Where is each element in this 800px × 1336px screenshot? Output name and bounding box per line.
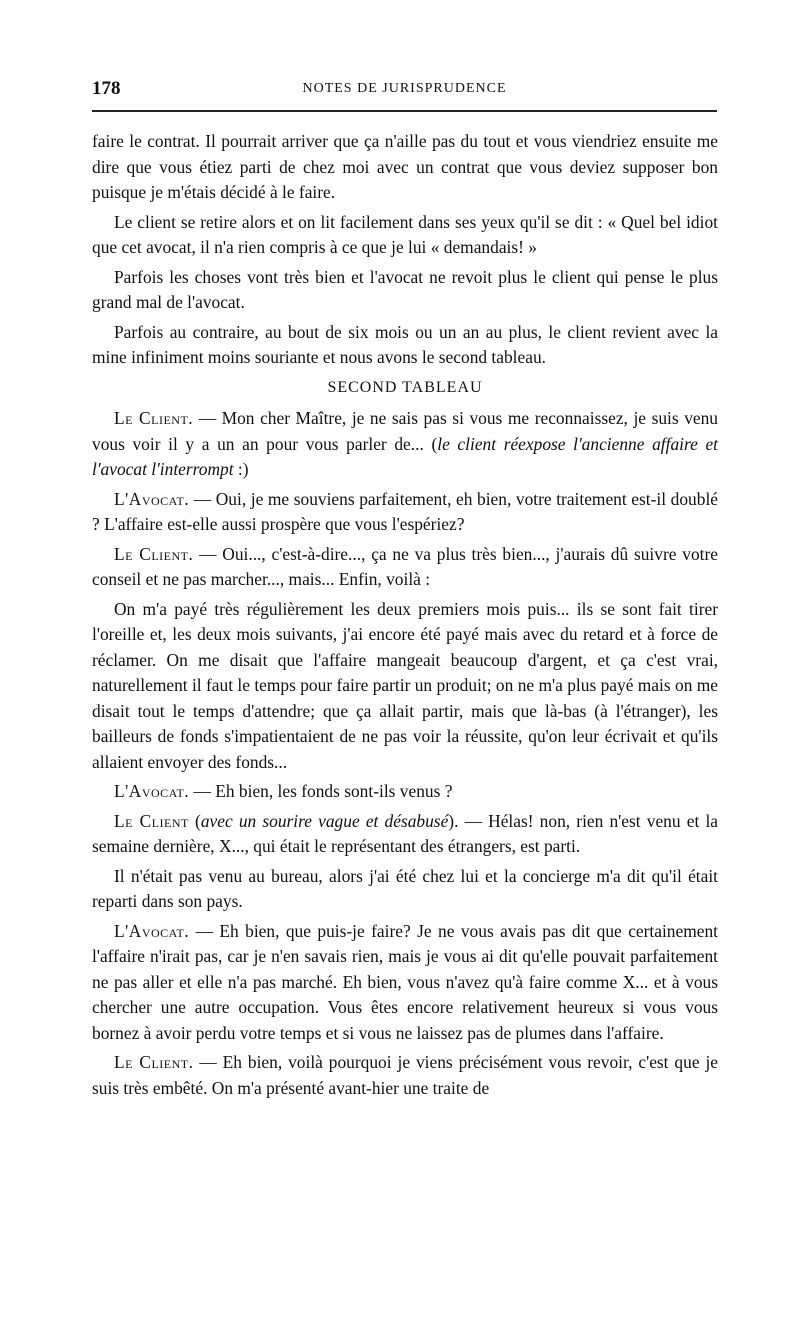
stage-direction: avec un sourire vague et désabusé xyxy=(200,810,449,831)
dialogue-text: — Eh bien, que puis-je faire? Je ne vous avais pas dit que certainement l'affaire n'irait pas, car je n'en savais rien, mais je vous ai dit qu'elle pouvait parfaitement ne pas aller et elle n'a pas marché. Eh bien, vous n'avez qu'à faire comme X... et à vous chercher une autre occupation. Vous êtes encore relativement heureux si vous vous bornez à avoir perdu votre temps et si vous ne laissez pas de plumes dans l'affaire. xyxy=(92,920,718,1043)
dialogue-paragraph xyxy=(92,487,718,538)
dialogue-paragraph xyxy=(92,406,718,483)
dialogue-text: :) xyxy=(233,459,249,479)
paragraph: Parfois les choses vont très bien et l'avocat ne revoit plus le client qui pense le plus grand mal de l'avocat. xyxy=(92,266,718,312)
page-body xyxy=(92,129,718,1105)
speaker-label: Le Client. xyxy=(114,408,194,428)
speaker-label: L'Avocat. xyxy=(114,488,190,509)
dialogue-text: — Mon cher Maître, je ne sais pas si vous me reconnaissez, je suis venu vous voir il y a un an pour vous parler de... ( xyxy=(92,408,718,454)
page-header xyxy=(92,78,717,106)
stage-direction: le client réexpose l'ancienne affaire et l'avocat l'interrompt xyxy=(92,433,718,479)
speaker-label: Le Client xyxy=(114,810,189,831)
dialogue-paragraph xyxy=(92,919,718,1047)
paragraph: On m'a payé très régulièrement les deux premiers mois puis... ils se sont fait tirer l'oreille et, les deux mois suivants, j'ai encore été payé mais avec du retard et à force de réclamer. On me disait que l'affaire mangeait beaucoup d'argent, et ça c'est vrai, naturellement il faut le temps pour faire partir un produit; on ne m'a plus payé mais on me disait tout le temps d'attendre; que ça allait partir, mais que là-bas (à l'étranger), les bailleurs de fonds s'impatientaient de ne pas voir la réussite, qu'on leur écrivait et qu'ils allaient envoyer des fonds... xyxy=(92,598,718,772)
speaker-label: L'Avocat. xyxy=(114,920,190,941)
dialogue-text: — Eh bien, voilà pourquoi je viens précisément vous revoir, c'est que je suis très embêté. On m'a présenté avant-hier une traite de xyxy=(92,1052,718,1098)
header-rule xyxy=(92,110,717,112)
dialogue-text: ( xyxy=(188,810,201,831)
speaker-label: L'Avocat. xyxy=(114,781,190,801)
dialogue-text: — Oui, je me souviens parfaitement, eh bien, votre traitement est-il doublé ? L'affaire est-elle aussi prospère que vous l'espériez? xyxy=(92,488,718,534)
running-head: NOTES DE JURISPRUDENCE xyxy=(302,81,507,96)
paragraph: Il n'était pas venu au bureau, alors j'ai été chez lui et la concierge m'a dit qu'il était reparti dans son pays. xyxy=(92,865,718,911)
speaker-label: Le Client. xyxy=(114,543,194,564)
dialogue-paragraph xyxy=(92,542,718,593)
speaker-label: Le Client. xyxy=(114,1052,194,1072)
dialogue-paragraph xyxy=(92,809,718,860)
paragraph: faire le contrat. Il pourrait arriver que ça n'aille pas du tout et vous viendriez ensuite me dire que vous étiez parti de chez moi avec un contrat que vous deviez supposer bon puisque je m'étais décidé à le faire. xyxy=(92,131,718,202)
dialogue-paragraph xyxy=(92,779,718,805)
dialogue-text: ). — Hélas! non, rien n'est venu et la semaine dernière, X..., qui était le représentant des étrangers, est parti. xyxy=(92,810,718,856)
paragraph: Parfois au contraire, au bout de six mois ou un an au plus, le client revient avec la mine infiniment moins souriante et nous avons le second tableau. xyxy=(92,321,718,367)
dialogue-text: — Oui..., c'est-à-dire..., ça ne va plus très bien..., j'aurais dû suivre votre conseil et ne pas marcher..., mais... Enfin, voilà : xyxy=(92,543,718,589)
dialogue-text: — Eh bien, les fonds sont-ils venus ? xyxy=(189,781,453,801)
section-title: SECOND TABLEAU xyxy=(327,378,483,396)
page-number: 178 xyxy=(92,78,121,99)
paragraph: Le client se retire alors et on lit facilement dans ses yeux qu'il se dit : « Quel bel idiot que cet avocat, il n'a rien compris à ce que je lui « demandais! » xyxy=(92,211,718,257)
dialogue-paragraph xyxy=(92,1050,718,1101)
